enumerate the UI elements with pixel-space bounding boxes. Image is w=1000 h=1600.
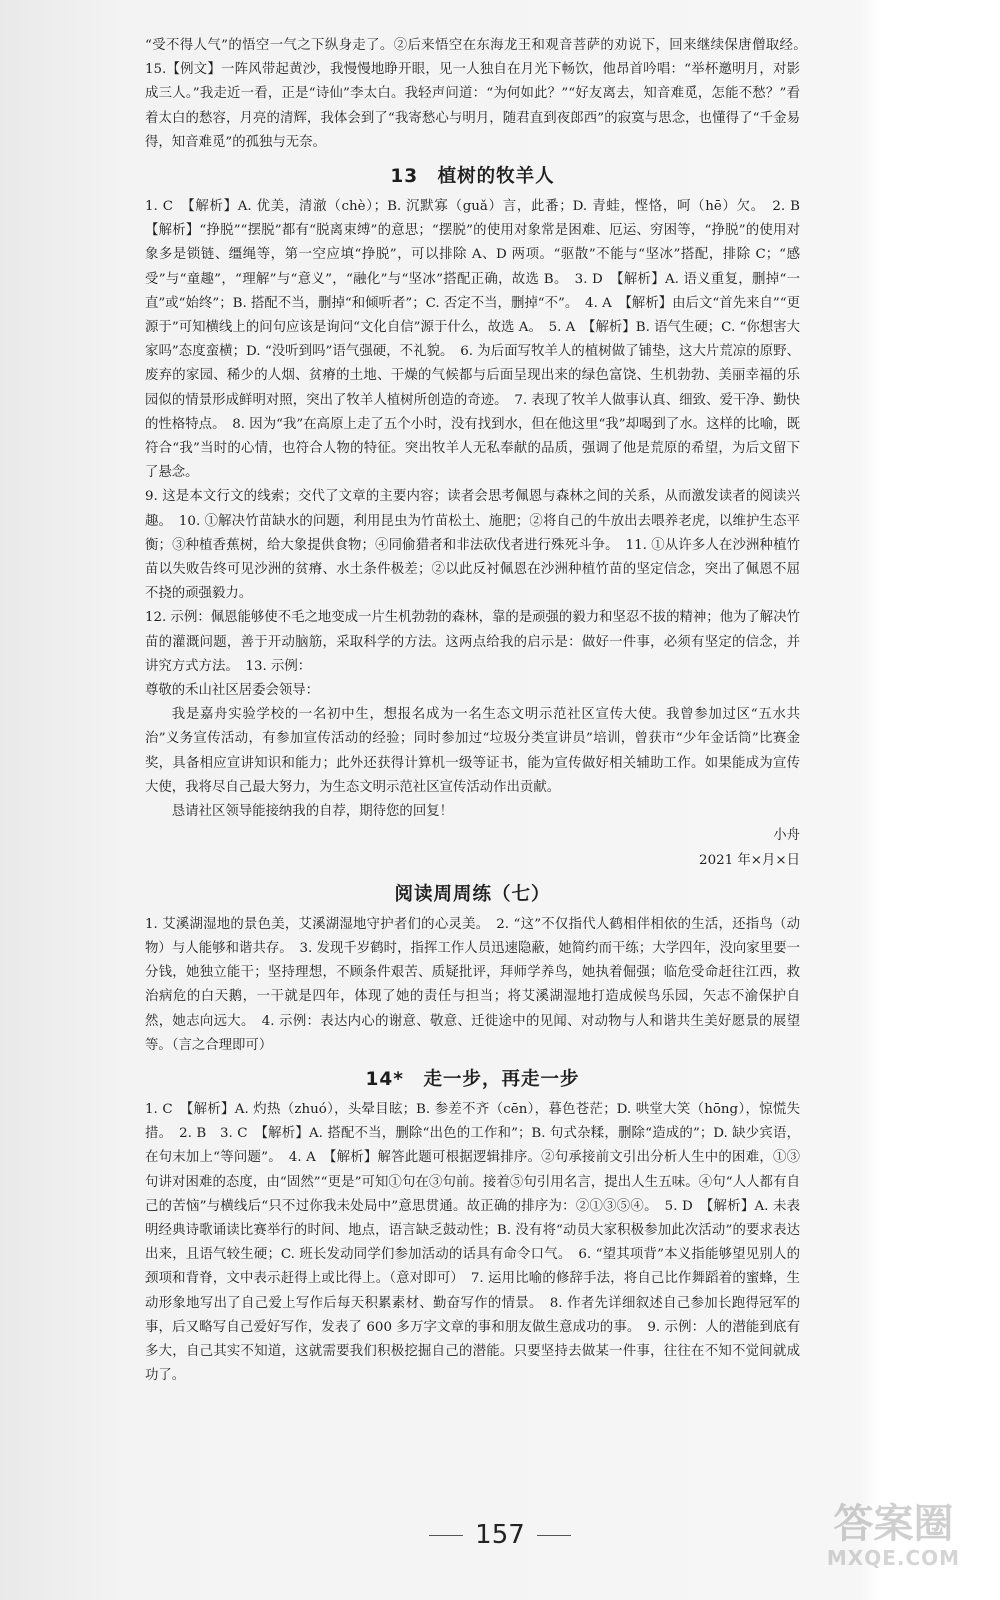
- intro-paragraph: “受不得人气”的悟空一气之下纵身走了。②后来悟空在东海龙王和观音菩萨的劝说下，回来继续保唐僧取经。 15.【例文】一阵风带起黄沙，我慢慢地睁开眼，见一人独自在月光下畅饮，他昂首吟唱：“举杯邀明月，对影成三人。”我走近一看，正是“诗仙”李太白。我轻声问道：“为何如此？”“好友离去，知音难觅，怎能不愁？”看着太白的愁容，月亮的清辉，我体会到了“我寄愁心与明月，随君直到夜郎西”的寂寞与思念，也懂得了“千金易得，知音难觅”的孤独与无奈。: [145, 38, 814, 150]
- letter-closing: 恳请社区领导能接纳我的自荐，期待您的回复！: [171, 804, 453, 820]
- section-13-paragraph-1: 1. C 【解析】A. 优美，清澈（chè）；B. 沉默寡（guǎ）言，此番；D. 青蛙，悭恪，呵（hē）欠。 2. B 【解析】“挣脱”“摆脱”都有“脱离束缚”的意思；“摆脱”的使用对象常是困难、厄运、穷困等，“挣脱”的使用对象多是锁链、缰绳等，第一空应填“挣脱”，可以排除 A、D 两项。“驱散”不能与“坚冰”搭配，排除 C；“感受”与“童趣”，“理解”与“意义”，“融化”与“坚冰”搭配正确，故选 B。 3. D 【解析】A. 语义重复，删掉“一直”或“始终”；B. 搭配不当，删掉“和倾听者”；C. 否定不当，删掉“不”。 4. A 【解析】由后文“首先来自”“更源于”可知横线上的问句应该是询问“文化自信”源于什么，故选 A。 5. A 【解析】B. 语气生硬；C. “你想害大家吗”态度蛮横；D. “没听到吗”语气强硬，不礼貌。 6. 为后面写牧羊人的植树做了铺垫，这大片荒凉的原野、废弃的家园、稀少的人烟、贫瘠的土地、干燥的气候都与后面呈现出来的绿色富饶、生机勃勃、美丽幸福的乐园似的情景形成鲜明对照，突出了牧羊人植树所创造的奇迹。 7. 表现了牧羊人做事认真、细致、爱干净、勤快的性格特点。 8. 因为“我”在高原上走了五个小时，没有找到水，但在他这里“我”却喝到了水。这样的比喻，既符合“我”当时的心情，也符合人物的特征。突出牧羊人无私奉献的品质，强调了他是荒原的希望，为后文留下了悬念。: [145, 199, 814, 481]
- section-14-paragraph: 1. C 【解析】A. 灼热（zhuó），头晕目眩；B. 参差不齐（cēn），暮色苍茫；D. 哄堂大笑（hōng），惊慌失措。 2. B 3. C 【解析】A. 搭配不当，删除“出色的工作和”；B. 句式杂糅，删除“造成的”；D. 缺少宾语，在句末加上“等问题”。 4. A 【解析】解答此题可根据逻辑排序。②句承接前文引出分析人生中的困难，①③句讲对困难的态度，由“固然”“更是”可知①句在③句前。接着⑤句引用名言，提出人生五味。④句“人人都有自己的苦恼”与横线后“只不过你我未处局中”意思贯通。故正确的排序为：②①③⑤④。 5. D 【解析】A. 未表明经典诗歌诵读比赛举行的时间、地点，语言缺乏鼓动性；B. 没有将“动员大家积极参加此次活动”的要求表达出来，且语气较生硬；C. 班长发动同学们参加活动的话具有命令口气。 6. “望其项背”本义指能够望见别人的颈项和背脊，文中表示赶得上或比得上。（意对即可） 7. 运用比喻的修辞手法，将自己比作舞蹈着的蜜蜂，生动形象地写出了自己爱上写作后每天积累素材、勤奋写作的情景。 8. 作者先详细叙述自己参加长跑得冠军的事，后又略写自己爱好写作，发表了 600 多万字文章的事和朋友做生意成功的事。 9. 示例：人的潜能到底有多大，自己其实不知道，这就需要我们积极挖掘自己的潜能。只要坚持去做某一件事，往往在不知不觉间就成功了。: [145, 1101, 800, 1384]
- watermark-bottom-text: MXQE.COM: [826, 1546, 961, 1570]
- letter-date: 2021 年×月×日: [699, 852, 800, 868]
- section-13-paragraph-3: 12. 示例：佩恩能够使不毛之地变成一片生机勃勃的森林，靠的是顽强的毅力和坚忍不拔的精神；他为了解决竹苗的灌溉问题，善于开动脑筋，采取科学的方法。这两点给我的启示是：做好一件事，必须有坚定的信念，并讲究方式方法。 13. 示例：: [145, 610, 800, 674]
- answer-column: [145, 34, 814, 1388]
- page-number-dash-right: [537, 1535, 571, 1536]
- letter-salutation: 尊敬的禾山社区居委会领导：: [145, 683, 320, 699]
- section-title-13: 13 植树的牧羊人: [390, 166, 555, 188]
- letter-body: 我是嘉舟实验学校的一名初中生，想报名成为一名生态文明示范社区宣传大使。我曾参加过区“五水共治”义务宣传活动，有参加宣传活动的经验；同时参加过“垃圾分类宣讲员”培训，曾获市“少年金话筒”比赛金奖，具备相应宣讲知识和能力；此外还获得计算机一级等证书，能为宣传做好相关辅助工作。如果能成为宣传大使，我将尽自己最大努力，为生态文明示范社区宣传活动作出贡献。: [145, 707, 800, 795]
- weekly-reading-paragraph: 1. 艾溪湖湿地的景色美，艾溪湖湿地守护者们的心灵美。 2. “这”不仅指代人鹤相伴相依的生活，还指鸟（动物）与人能够和谐共存。 3. 发现千岁鹤时，指挥工作人员迅速隐蔽，她简约而干练；大学四年，没向家里要一分钱，她独立能干；坚持理想，不顾条件艰苦、质疑批评，拜师学养鸟，她执着倔强；临危受命赶往江西，救治病危的白天鹅，一干就是四年，体现了她的责任与担当；将艾溪湖湿地打造成候鸟乐园，矢志不渝保护自然，她志向远大。 4. 示例：表达内心的谢意、敬意、迁徙途中的见闻、对动物与人和谐共生美好愿景的展望等。（言之合理即可）: [145, 916, 800, 1053]
- site-watermark-logo: [811, 1502, 976, 1572]
- section-title-weekly-reading: 阅读周周练（七）: [394, 883, 551, 905]
- letter-signature: 小舟: [773, 828, 800, 844]
- section-13-paragraph-2: 9. 这是本文行文的线索；交代了文章的主要内容；读者会思考佩恩与森林之间的关系，从而激发读者的阅读兴趣。 10. ①解决竹苗缺水的问题，利用昆虫为竹苗松土、施肥；②将自己的牛放出去喂养老虎，以维护生态平衡；③种植香蕉树，给大象提供食物；④同偷猎者和非法砍伐者进行殊死斗争。 11. ①从许多人在沙洲种植竹苗以失败告终可见沙洲的贫瘠、水土条件极差；②以此反衬佩恩在沙洲种植竹苗的坚定信念，突出了佩恩不屈不挠的顽强毅力。: [145, 489, 800, 602]
- page-number-text: 157: [475, 1520, 525, 1550]
- section-title-14: 14* 走一步，再走一步: [365, 1068, 580, 1090]
- watermark-top-text: 答案圈: [833, 1501, 954, 1547]
- page-number-dash-left: [429, 1535, 463, 1536]
- sample-letter: [145, 679, 800, 873]
